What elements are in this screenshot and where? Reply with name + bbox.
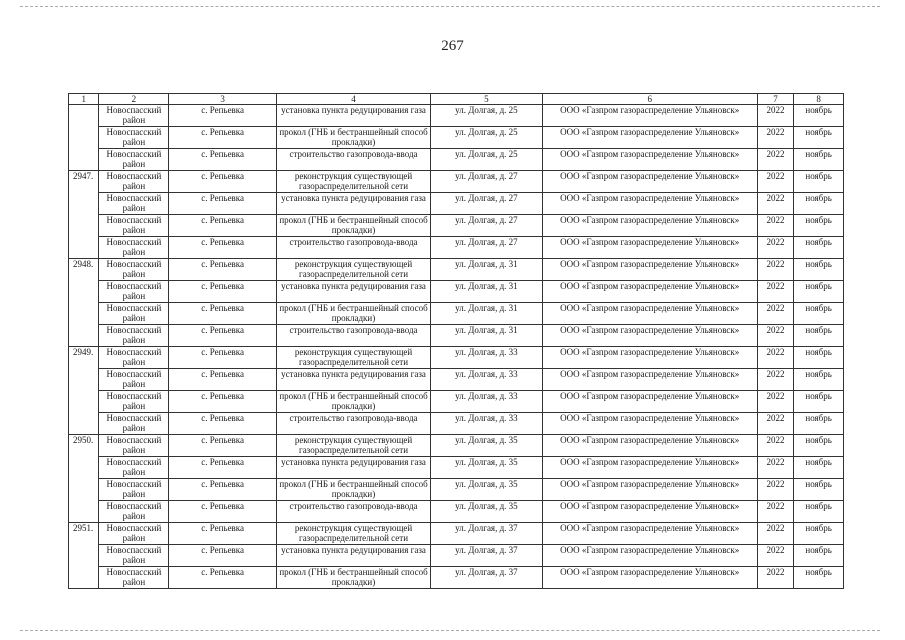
district-cell: Новоспасский район bbox=[99, 281, 169, 303]
year-cell: 2022 bbox=[757, 303, 794, 325]
address-cell: ул. Долгая, д. 33 bbox=[431, 347, 543, 369]
address-cell: ул. Долгая, д. 33 bbox=[431, 369, 543, 391]
locality-cell: с. Репьевка bbox=[169, 523, 277, 545]
month-cell: ноябрь bbox=[794, 479, 844, 501]
district-cell: Новоспасский район bbox=[99, 325, 169, 347]
address-cell: ул. Долгая, д. 27 bbox=[431, 171, 543, 193]
month-cell: ноябрь bbox=[794, 281, 844, 303]
district-cell: Новоспасский район bbox=[99, 435, 169, 457]
address-cell: ул. Долгая, д. 27 bbox=[431, 237, 543, 259]
item-number-cell: 2951. bbox=[69, 523, 99, 589]
table-row bbox=[69, 171, 844, 193]
organization-cell: ООО «Газпром газораспределение Ульяновск» bbox=[542, 237, 757, 259]
district-cell: Новоспасский район bbox=[99, 259, 169, 281]
locality-cell: с. Репьевка bbox=[169, 149, 277, 171]
year-cell: 2022 bbox=[757, 501, 794, 523]
organization-cell: ООО «Газпром газораспределение Ульяновск» bbox=[542, 303, 757, 325]
organization-cell: ООО «Газпром газораспределение Ульяновск» bbox=[542, 501, 757, 523]
address-cell: ул. Долгая, д. 25 bbox=[431, 149, 543, 171]
table-row bbox=[69, 567, 844, 589]
work-type-cell: прокол (ГНБ и бестраншейный способ прокладки) bbox=[276, 303, 430, 325]
organization-cell: ООО «Газпром газораспределение Ульяновск» bbox=[542, 127, 757, 149]
month-cell: ноябрь bbox=[794, 501, 844, 523]
work-type-cell: строительство газопровода-ввода bbox=[276, 149, 430, 171]
table-header bbox=[69, 94, 844, 105]
work-type-cell: установка пункта редуцирования газа bbox=[276, 105, 430, 127]
table-row bbox=[69, 457, 844, 479]
locality-cell: с. Репьевка bbox=[169, 479, 277, 501]
district-cell: Новоспасский район bbox=[99, 237, 169, 259]
organization-cell: ООО «Газпром газораспределение Ульяновск» bbox=[542, 413, 757, 435]
district-cell: Новоспасский район bbox=[99, 215, 169, 237]
work-type-cell: прокол (ГНБ и бестраншейный способ прокладки) bbox=[276, 215, 430, 237]
month-cell: ноябрь bbox=[794, 545, 844, 567]
month-cell: ноябрь bbox=[794, 215, 844, 237]
table-body bbox=[69, 105, 844, 589]
organization-cell: ООО «Газпром газораспределение Ульяновск» bbox=[542, 457, 757, 479]
district-cell: Новоспасский район bbox=[99, 479, 169, 501]
year-cell: 2022 bbox=[757, 523, 794, 545]
year-cell: 2022 bbox=[757, 325, 794, 347]
year-cell: 2022 bbox=[757, 281, 794, 303]
table-row bbox=[69, 413, 844, 435]
district-cell: Новоспасский район bbox=[99, 171, 169, 193]
year-cell: 2022 bbox=[757, 457, 794, 479]
work-type-cell: реконструкция существующей газораспределительной сети bbox=[276, 435, 430, 457]
address-cell: ул. Долгая, д. 35 bbox=[431, 501, 543, 523]
locality-cell: с. Репьевка bbox=[169, 435, 277, 457]
address-cell: ул. Долгая, д. 25 bbox=[431, 127, 543, 149]
district-cell: Новоспасский район bbox=[99, 303, 169, 325]
header-cell: 2 bbox=[99, 94, 169, 105]
locality-cell: с. Репьевка bbox=[169, 259, 277, 281]
address-cell: ул. Долгая, д. 35 bbox=[431, 435, 543, 457]
month-cell: ноябрь bbox=[794, 149, 844, 171]
organization-cell: ООО «Газпром газораспределение Ульяновск» bbox=[542, 347, 757, 369]
year-cell: 2022 bbox=[757, 545, 794, 567]
year-cell: 2022 bbox=[757, 435, 794, 457]
header-cell: 7 bbox=[757, 94, 794, 105]
district-cell: Новоспасский район bbox=[99, 501, 169, 523]
locality-cell: с. Репьевка bbox=[169, 347, 277, 369]
item-number-cell: 2948. bbox=[69, 259, 99, 347]
year-cell: 2022 bbox=[757, 149, 794, 171]
address-cell: ул. Долгая, д. 25 bbox=[431, 105, 543, 127]
address-cell: ул. Долгая, д. 31 bbox=[431, 259, 543, 281]
locality-cell: с. Репьевка bbox=[169, 215, 277, 237]
district-cell: Новоспасский район bbox=[99, 149, 169, 171]
item-number-cell: 2949. bbox=[69, 347, 99, 435]
locality-cell: с. Репьевка bbox=[169, 237, 277, 259]
organization-cell: ООО «Газпром газораспределение Ульяновск» bbox=[542, 369, 757, 391]
page-number: 267 bbox=[441, 38, 464, 54]
table-row bbox=[69, 193, 844, 215]
district-cell: Новоспасский район bbox=[99, 567, 169, 589]
organization-cell: ООО «Газпром газораспределение Ульяновск» bbox=[542, 105, 757, 127]
address-cell: ул. Долгая, д. 35 bbox=[431, 479, 543, 501]
year-cell: 2022 bbox=[757, 171, 794, 193]
header-cell: 8 bbox=[794, 94, 844, 105]
year-cell: 2022 bbox=[757, 259, 794, 281]
table-row bbox=[69, 325, 844, 347]
month-cell: ноябрь bbox=[794, 369, 844, 391]
work-type-cell: прокол (ГНБ и бестраншейный способ прокладки) bbox=[276, 127, 430, 149]
locality-cell: с. Репьевка bbox=[169, 501, 277, 523]
work-type-cell: установка пункта редуцирования газа bbox=[276, 281, 430, 303]
year-cell: 2022 bbox=[757, 193, 794, 215]
district-cell: Новоспасский район bbox=[99, 457, 169, 479]
table-row bbox=[69, 215, 844, 237]
organization-cell: ООО «Газпром газораспределение Ульяновск» bbox=[542, 435, 757, 457]
organization-cell: ООО «Газпром газораспределение Ульяновск» bbox=[542, 523, 757, 545]
locality-cell: с. Репьевка bbox=[169, 281, 277, 303]
year-cell: 2022 bbox=[757, 413, 794, 435]
address-cell: ул. Долгая, д. 27 bbox=[431, 215, 543, 237]
work-type-cell: строительство газопровода-ввода bbox=[276, 237, 430, 259]
address-cell: ул. Долгая, д. 37 bbox=[431, 567, 543, 589]
district-cell: Новоспасский район bbox=[99, 105, 169, 127]
scan-edge-bottom bbox=[20, 630, 880, 631]
organization-cell: ООО «Газпром газораспределение Ульяновск» bbox=[542, 259, 757, 281]
locality-cell: с. Репьевка bbox=[169, 105, 277, 127]
district-cell: Новоспасский район bbox=[99, 545, 169, 567]
item-number-cell: 2947. bbox=[69, 171, 99, 259]
scan-edge-top bbox=[20, 6, 880, 7]
header-row bbox=[69, 94, 844, 105]
month-cell: ноябрь bbox=[794, 237, 844, 259]
address-cell: ул. Долгая, д. 31 bbox=[431, 281, 543, 303]
locality-cell: с. Репьевка bbox=[169, 127, 277, 149]
month-cell: ноябрь bbox=[794, 105, 844, 127]
address-cell: ул. Долгая, д. 35 bbox=[431, 457, 543, 479]
item-number-cell bbox=[69, 105, 99, 171]
locality-cell: с. Репьевка bbox=[169, 413, 277, 435]
month-cell: ноябрь bbox=[794, 457, 844, 479]
district-cell: Новоспасский район bbox=[99, 369, 169, 391]
work-type-cell: строительство газопровода-ввода bbox=[276, 325, 430, 347]
work-type-cell: установка пункта редуцирования газа bbox=[276, 545, 430, 567]
district-cell: Новоспасский район bbox=[99, 391, 169, 413]
work-type-cell: реконструкция существующей газораспределительной сети bbox=[276, 259, 430, 281]
month-cell: ноябрь bbox=[794, 127, 844, 149]
locality-cell: с. Репьевка bbox=[169, 567, 277, 589]
header-cell: 5 bbox=[431, 94, 543, 105]
locality-cell: с. Репьевка bbox=[169, 303, 277, 325]
locality-cell: с. Репьевка bbox=[169, 391, 277, 413]
table-row bbox=[69, 237, 844, 259]
work-type-cell: прокол (ГНБ и бестраншейный способ прокладки) bbox=[276, 567, 430, 589]
month-cell: ноябрь bbox=[794, 567, 844, 589]
year-cell: 2022 bbox=[757, 567, 794, 589]
locality-cell: с. Репьевка bbox=[169, 369, 277, 391]
work-type-cell: прокол (ГНБ и бестраншейный способ прокладки) bbox=[276, 391, 430, 413]
district-cell: Новоспасский район bbox=[99, 127, 169, 149]
work-type-cell: прокол (ГНБ и бестраншейный способ прокладки) bbox=[276, 479, 430, 501]
month-cell: ноябрь bbox=[794, 413, 844, 435]
year-cell: 2022 bbox=[757, 127, 794, 149]
organization-cell: ООО «Газпром газораспределение Ульяновск» bbox=[542, 567, 757, 589]
month-cell: ноябрь bbox=[794, 523, 844, 545]
organization-cell: ООО «Газпром газораспределение Ульяновск» bbox=[542, 479, 757, 501]
table-row bbox=[69, 523, 844, 545]
month-cell: ноябрь bbox=[794, 171, 844, 193]
table-row bbox=[69, 545, 844, 567]
header-cell: 4 bbox=[276, 94, 430, 105]
organization-cell: ООО «Газпром газораспределение Ульяновск» bbox=[542, 149, 757, 171]
month-cell: ноябрь bbox=[794, 391, 844, 413]
locality-cell: с. Репьевка bbox=[169, 171, 277, 193]
month-cell: ноябрь bbox=[794, 347, 844, 369]
organization-cell: ООО «Газпром газораспределение Ульяновск» bbox=[542, 325, 757, 347]
district-cell: Новоспасский район bbox=[99, 413, 169, 435]
table-row bbox=[69, 105, 844, 127]
month-cell: ноябрь bbox=[794, 435, 844, 457]
item-number-cell: 2950. bbox=[69, 435, 99, 523]
work-type-cell: реконструкция существующей газораспределительной сети bbox=[276, 523, 430, 545]
year-cell: 2022 bbox=[757, 369, 794, 391]
year-cell: 2022 bbox=[757, 347, 794, 369]
organization-cell: ООО «Газпром газораспределение Ульяновск» bbox=[542, 193, 757, 215]
month-cell: ноябрь bbox=[794, 303, 844, 325]
table-row bbox=[69, 149, 844, 171]
table-row bbox=[69, 281, 844, 303]
address-cell: ул. Долгая, д. 33 bbox=[431, 391, 543, 413]
table-row bbox=[69, 259, 844, 281]
table-row bbox=[69, 435, 844, 457]
organization-cell: ООО «Газпром газораспределение Ульяновск» bbox=[542, 215, 757, 237]
year-cell: 2022 bbox=[757, 391, 794, 413]
address-cell: ул. Долгая, д. 37 bbox=[431, 545, 543, 567]
gasification-schedule-table bbox=[68, 93, 844, 589]
table-row bbox=[69, 303, 844, 325]
work-type-cell: установка пункта редуцирования газа bbox=[276, 193, 430, 215]
table-row bbox=[69, 501, 844, 523]
table-row bbox=[69, 391, 844, 413]
locality-cell: с. Репьевка bbox=[169, 545, 277, 567]
work-type-cell: реконструкция существующей газораспределительной сети bbox=[276, 347, 430, 369]
year-cell: 2022 bbox=[757, 215, 794, 237]
work-type-cell: строительство газопровода-ввода bbox=[276, 413, 430, 435]
district-cell: Новоспасский район bbox=[99, 193, 169, 215]
year-cell: 2022 bbox=[757, 237, 794, 259]
work-type-cell: установка пункта редуцирования газа bbox=[276, 457, 430, 479]
locality-cell: с. Репьевка bbox=[169, 325, 277, 347]
district-cell: Новоспасский район bbox=[99, 347, 169, 369]
table-row bbox=[69, 479, 844, 501]
year-cell: 2022 bbox=[757, 479, 794, 501]
locality-cell: с. Репьевка bbox=[169, 193, 277, 215]
organization-cell: ООО «Газпром газораспределение Ульяновск» bbox=[542, 391, 757, 413]
locality-cell: с. Репьевка bbox=[169, 457, 277, 479]
month-cell: ноябрь bbox=[794, 193, 844, 215]
address-cell: ул. Долгая, д. 27 bbox=[431, 193, 543, 215]
work-type-cell: строительство газопровода-ввода bbox=[276, 501, 430, 523]
organization-cell: ООО «Газпром газораспределение Ульяновск» bbox=[542, 545, 757, 567]
address-cell: ул. Долгая, д. 31 bbox=[431, 303, 543, 325]
table-row bbox=[69, 369, 844, 391]
address-cell: ул. Долгая, д. 31 bbox=[431, 325, 543, 347]
address-cell: ул. Долгая, д. 37 bbox=[431, 523, 543, 545]
table-row bbox=[69, 127, 844, 149]
header-cell: 3 bbox=[169, 94, 277, 105]
month-cell: ноябрь bbox=[794, 325, 844, 347]
header-cell: 1 bbox=[69, 94, 99, 105]
district-cell: Новоспасский район bbox=[99, 523, 169, 545]
organization-cell: ООО «Газпром газораспределение Ульяновск» bbox=[542, 171, 757, 193]
work-type-cell: реконструкция существующей газораспределительной сети bbox=[276, 171, 430, 193]
work-type-cell: установка пункта редуцирования газа bbox=[276, 369, 430, 391]
address-cell: ул. Долгая, д. 33 bbox=[431, 413, 543, 435]
month-cell: ноябрь bbox=[794, 259, 844, 281]
year-cell: 2022 bbox=[757, 105, 794, 127]
organization-cell: ООО «Газпром газораспределение Ульяновск» bbox=[542, 281, 757, 303]
header-cell: 6 bbox=[542, 94, 757, 105]
table-row bbox=[69, 347, 844, 369]
